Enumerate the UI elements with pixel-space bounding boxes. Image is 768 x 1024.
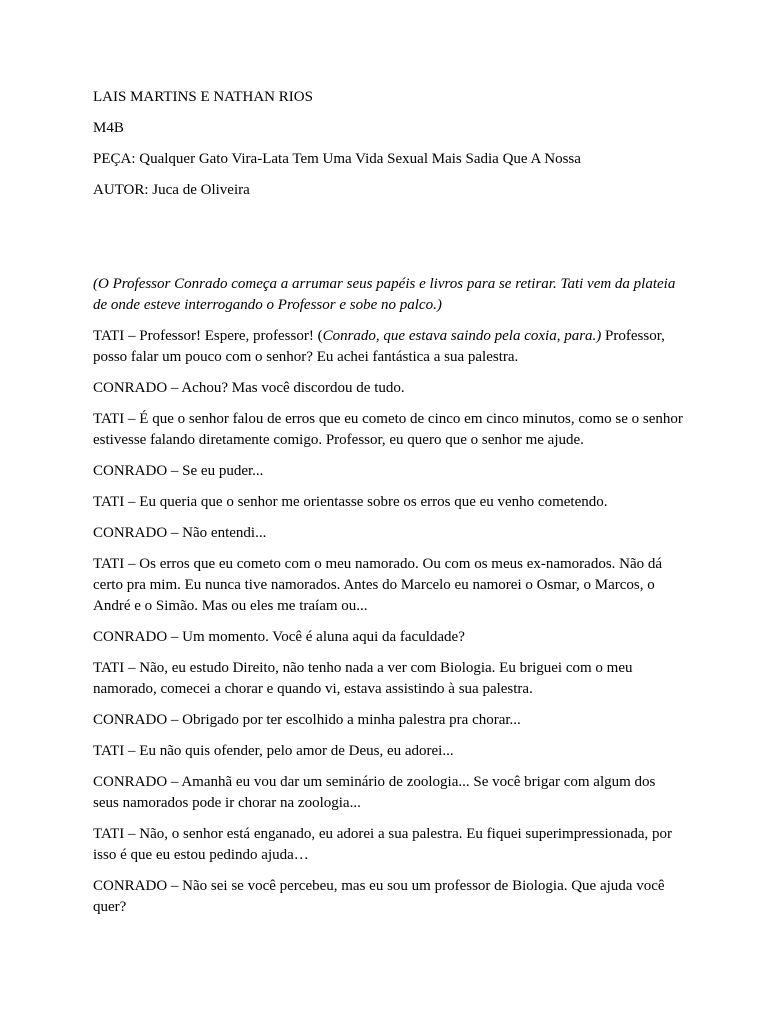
inline-stage-direction: Conrado, que estava saindo pela coxia, para.): [322, 328, 602, 344]
dialogue-line: [93, 326, 683, 368]
dialogue-line: TATI – Eu queria que o senhor me orientasse sobre os erros que eu venho cometendo.: [93, 494, 608, 510]
dialogue-text: TATI – Professor! Espere, professor! (: [93, 328, 323, 344]
dialogue-line: TATI – É que o senhor falou de erros que eu cometo de cinco em cinco minutos, como se o senhor estivesse falando diretamente comigo. Professor, eu quero que o senhor me ajude.: [93, 411, 683, 448]
dialogue-line: CONRADO – Se eu puder...: [93, 463, 264, 479]
dialogue-line: CONRADO – Amanhã eu vou dar um seminário de zoologia... Se você brigar com algum dos seus namorados pode ir chorar na zoologia...: [93, 774, 656, 811]
dialogue-line: TATI – Os erros que eu cometo com o meu namorado. Ou com os meus ex-namorados. Não dá certo pra mim. Eu nunca tive namorados. Antes do Marcelo eu namorei o Osmar, o Marcos, o André e o Simão. Mas ou eles me traíam ou...: [93, 556, 663, 614]
dialogue-line: CONRADO – Não entendi...: [93, 525, 267, 541]
play-title-line: PEÇA: Qualquer Gato Vira-Lata Tem Uma Vida Sexual Mais Sadia Que A Nossa: [93, 151, 581, 167]
dialogue-line: CONRADO – Obrigado por ter escolhido a minha palestra pra chorar...: [93, 712, 521, 728]
dialogue-line: TATI – Não, o senhor está enganado, eu adorei a sua palestra. Eu fiquei superimpressionada, por isso é que eu estou pedindo ajuda…: [93, 826, 673, 863]
document-content: [93, 87, 683, 928]
dialogue-line: CONRADO – Achou? Mas você discordou de tudo.: [93, 380, 405, 396]
dialogue-line: TATI – Eu não quis ofender, pelo amor de Deus, eu adorei...: [93, 743, 454, 759]
dialogue-line: CONRADO – Não sei se você percebeu, mas eu sou um professor de Biologia. Que ajuda você quer?: [93, 878, 665, 915]
stage-direction: (O Professor Conrado começa a arrumar seus papéis e livros para se retirar. Tati vem da plateia de onde esteve interrogando o Professor e sobe no palco.): [93, 276, 676, 313]
dialogue-line: TATI – Não, eu estudo Direito, não tenho nada a ver com Biologia. Eu briguei com o meu namorado, comecei a chorar e quando vi, estava assistindo à sua palestra.: [93, 660, 633, 697]
class-code-line: M4B: [93, 120, 124, 136]
authors-line: LAIS MARTINS E NATHAN RIOS: [93, 89, 313, 105]
play-author-line: AUTOR: Juca de Oliveira: [93, 182, 250, 198]
blank-space: [93, 211, 683, 274]
dialogue-text: Professor, posso falar um pouco com o senhor? Eu achei fantástica a sua palestra.: [93, 328, 665, 365]
dialogue-line: CONRADO – Um momento. Você é aluna aqui da faculdade?: [93, 629, 465, 645]
